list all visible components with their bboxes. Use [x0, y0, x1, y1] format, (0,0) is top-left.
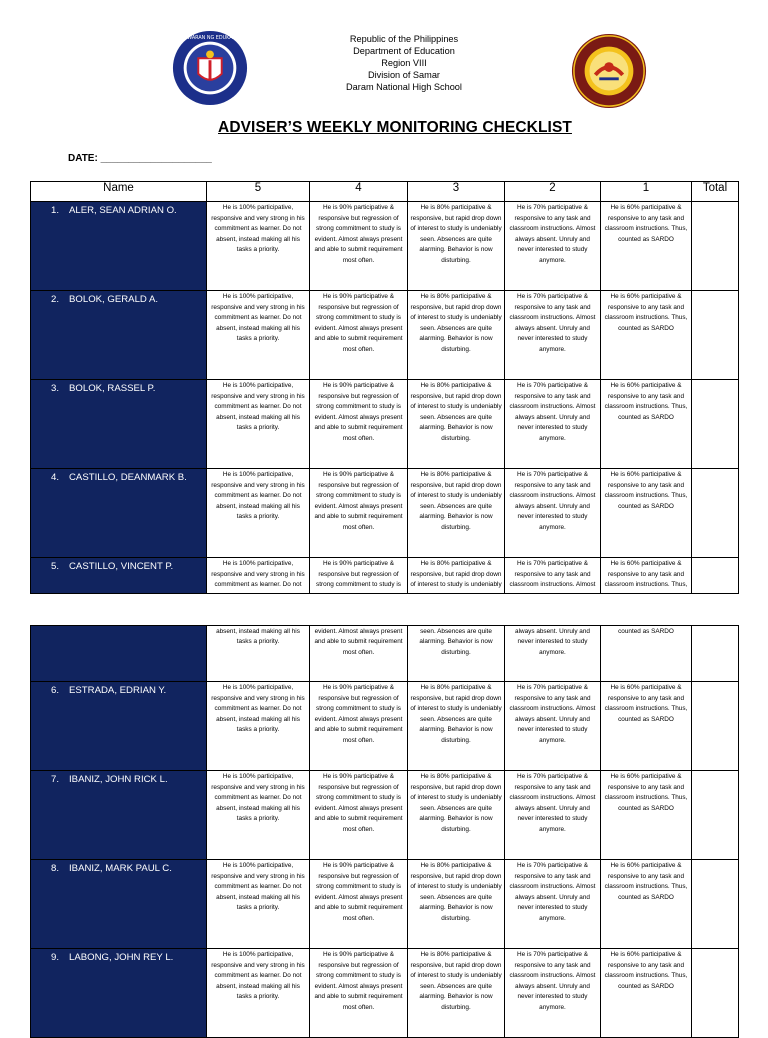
rating-3-cell[interactable] [408, 771, 505, 860]
student-name-cell [31, 469, 207, 558]
total-cell[interactable] [692, 949, 739, 1038]
table-header-row [31, 182, 739, 202]
rating-3-description: He is 80% participative & responsive, but rapid drop down of interest to study is undeniably seen. Absences are quite alarming. Behavior is now disturbing. [410, 684, 502, 744]
rating-2-description: He is 70% participative & responsive to any task and classroom instructions. Almost always absent. Unruly and never interested to study anymore. [509, 382, 596, 442]
rating-4-description: He is 90% participative & responsive but regression of strong commitment to study is evident. Almost always present and able to submit requirement most often. [314, 382, 403, 442]
total-cell[interactable] [692, 469, 739, 558]
column-header-5: 5 [207, 182, 310, 202]
rating-3-cell[interactable] [408, 469, 505, 558]
rating-5-cell[interactable] [207, 291, 310, 380]
rating-3-cell[interactable] [408, 860, 505, 949]
rating-4-description: He is 90% participative & responsive but regression of strong commitment to study is evident. Almost always present and able to submit requirement most often. [314, 773, 403, 833]
rating-3-cell[interactable] [408, 291, 505, 380]
checklist-table-page-2 [30, 625, 739, 1038]
table-row [31, 626, 739, 682]
total-cell[interactable] [692, 380, 739, 469]
rating-3-description: seen. Absences are quite alarming. Behavior is now disturbing. [419, 627, 493, 656]
total-cell[interactable] [692, 626, 739, 682]
rating-3-cell[interactable] [408, 202, 505, 291]
rating-5-description: He is 100% participative, responsive and very strong in his commitment as learner. Do not absent, instead making all his tasks a priority. [211, 684, 305, 734]
rating-3-description: He is 80% participative & responsive, but rapid drop down of interest to study is undeniably seen. Absences are quite alarming. Behavior is now disturbing. [410, 951, 502, 1011]
column-header-name: Name [31, 182, 207, 202]
deped-seal-logo [171, 29, 249, 107]
student-number: 6. [51, 685, 60, 696]
student-number: 7. [51, 774, 60, 785]
rating-1-cell[interactable] [601, 469, 692, 558]
rating-3-cell[interactable] [408, 682, 505, 771]
student-number: 5. [51, 561, 60, 572]
rating-5-cell[interactable] [207, 380, 310, 469]
checklist-table-page-1 [30, 181, 739, 594]
rating-1-cell[interactable] [601, 860, 692, 949]
table-row [31, 771, 739, 860]
rating-1-cell[interactable] [601, 771, 692, 860]
rating-1-cell[interactable] [601, 558, 692, 594]
rating-1-cell[interactable] [601, 682, 692, 771]
rating-5-cell[interactable] [207, 771, 310, 860]
student-name-cell [31, 771, 207, 860]
rating-1-cell[interactable] [601, 202, 692, 291]
rating-2-cell[interactable] [505, 291, 601, 380]
rating-4-description: He is 90% participative & responsive but regression of strong commitment to study is evident. Almost always present and able to submit requirement most often. [314, 471, 403, 531]
rating-2-description: He is 70% participative & responsive to any task and classroom instructions. Almost always absent. Unruly and never interested to study anymore. [509, 862, 596, 922]
total-cell[interactable] [692, 682, 739, 771]
letterhead-line-region: Region VIII [381, 58, 427, 68]
total-cell[interactable] [692, 771, 739, 860]
rating-5-description: He is 100% participative, responsive and very strong in his commitment as learner. Do not absent, instead making all his tasks a priority. [211, 471, 305, 521]
table-row [31, 558, 739, 594]
rating-4-cell[interactable] [310, 380, 408, 469]
rating-5-description: absent, instead making all his tasks a priority. [216, 627, 300, 646]
rating-1-cell[interactable] [601, 626, 692, 682]
column-header-total: Total [692, 182, 739, 202]
rating-5-description: He is 100% participative, responsive and very strong in his commitment as learner. Do not absent, instead making all his tasks a priority. [211, 382, 305, 432]
student-name: IBANIZ, MARK PAUL C. [69, 863, 172, 874]
letterhead-line-republic: Republic of the Philippines [349, 34, 459, 44]
table-row [31, 682, 739, 771]
rating-4-cell[interactable] [310, 771, 408, 860]
rating-3-description: He is 80% participative & responsive, but rapid drop down of interest to study is undeniably seen. Absences are quite alarming. Behavior is now disturbing. [410, 382, 502, 442]
rating-5-description: He is 100% participative, responsive and very strong in his commitment as learner. Do not absent, instead making all his tasks a priority. [211, 204, 305, 254]
rating-1-description: He is 60% participative & responsive to any task and classroom instructions. Thus, counted as SARDO [604, 293, 688, 332]
rating-3-description: He is 80% participative & responsive, but rapid drop down of interest to study is undeniably [410, 560, 502, 589]
rating-3-cell[interactable] [408, 949, 505, 1038]
student-name: BOLOK, GERALD A. [69, 294, 159, 305]
student-name: BOLOK, RASSEL P. [69, 383, 156, 394]
table-row [31, 469, 739, 558]
rating-5-cell[interactable] [207, 949, 310, 1038]
rating-1-description: He is 60% participative & responsive to any task and classroom instructions. Thus, counted as SARDO [604, 684, 688, 723]
column-header-1: 1 [601, 182, 692, 202]
table-row [31, 949, 739, 1038]
rating-5-description: He is 100% participative, responsive and very strong in his commitment as learner. Do not absent, instead making all his tasks a priority. [211, 951, 305, 1001]
rating-3-cell[interactable] [408, 626, 505, 682]
rating-4-description: evident. Almost always present and able to submit requirement most often. [314, 627, 403, 656]
rating-1-cell[interactable] [601, 380, 692, 469]
student-name: IBANIZ, JOHN RICK L. [69, 774, 168, 785]
rating-2-cell[interactable] [505, 949, 601, 1038]
student-name-cell [31, 291, 207, 380]
rating-4-cell[interactable] [310, 558, 408, 594]
division-of-samar-seal-logo [570, 32, 648, 110]
student-name-cell [31, 682, 207, 771]
rating-5-cell[interactable] [207, 202, 310, 291]
rating-2-cell[interactable] [505, 202, 601, 291]
rating-3-description: He is 80% participative & responsive, but rapid drop down of interest to study is undeniably seen. Absences are quite alarming. Behavior is now disturbing. [410, 204, 502, 264]
rating-4-cell[interactable] [310, 202, 408, 291]
rating-3-description: He is 80% participative & responsive, but rapid drop down of interest to study is undeniably seen. Absences are quite alarming. Behavior is now disturbing. [410, 862, 502, 922]
rating-5-description: He is 100% participative, responsive and very strong in his commitment as learner. Do not absent, instead making all his tasks a priority. [211, 773, 305, 823]
student-name: LABONG, JOHN REY L. [69, 952, 174, 963]
rating-4-cell[interactable] [310, 949, 408, 1038]
student-name-cell [31, 626, 207, 682]
rating-3-description: He is 80% participative & responsive, but rapid drop down of interest to study is undeniably seen. Absences are quite alarming. Behavior is now disturbing. [410, 773, 502, 833]
student-name-cell [31, 860, 207, 949]
rating-5-description: He is 100% participative, responsive and very strong in his commitment as learner. Do not absent, instead making all his tasks a priority. [211, 862, 305, 912]
column-header-4: 4 [310, 182, 408, 202]
rating-2-description: He is 70% participative & responsive to any task and classroom instructions. Almost always absent. Unruly and never interested to study anymore. [509, 204, 596, 264]
table-row [31, 380, 739, 469]
total-cell[interactable] [692, 558, 739, 594]
student-name-cell [31, 949, 207, 1038]
rating-1-cell[interactable] [601, 291, 692, 380]
rating-4-cell[interactable] [310, 860, 408, 949]
column-header-2: 2 [505, 182, 601, 202]
rating-1-description: He is 60% participative & responsive to any task and classroom instructions. Thus, counted as SARDO [604, 382, 688, 421]
rating-4-description: He is 90% participative & responsive but regression of strong commitment to study is evident. Almost always present and able to submit requirement most often. [314, 293, 403, 353]
letterhead-line-division: Division of Samar [368, 70, 440, 80]
rating-5-cell[interactable] [207, 626, 310, 682]
rating-2-description: always absent. Unruly and never interested to study anymore. [515, 627, 590, 656]
rating-2-description: He is 70% participative & responsive to any task and classroom instructions. Almost always absent. Unruly and never interested to study anymore. [509, 293, 596, 353]
rating-1-description: He is 60% participative & responsive to any task and classroom instructions. Thus, counted as SARDO [604, 471, 688, 510]
rating-5-cell[interactable] [207, 469, 310, 558]
table-row [31, 291, 739, 380]
student-name: ESTRADA, EDRIAN Y. [69, 685, 167, 696]
student-name-cell [31, 202, 207, 291]
rating-2-cell[interactable] [505, 860, 601, 949]
rating-4-description: He is 90% participative & responsive but regression of strong commitment to study is evident. Almost always present and able to submit requirement most often. [314, 951, 403, 1011]
svg-text:KAGAWARAN NG EDUKASYON: KAGAWARAN NG EDUKASYON [174, 34, 246, 41]
student-number: 2. [51, 294, 60, 305]
rating-1-description: counted as SARDO [618, 627, 674, 635]
rating-1-description: He is 60% participative & responsive to any task and classroom instructions. Thus, counted as SARDO [604, 951, 688, 990]
rating-4-cell[interactable] [310, 626, 408, 682]
rating-5-cell[interactable] [207, 558, 310, 594]
student-name-cell [31, 380, 207, 469]
table-row [31, 202, 739, 291]
rating-1-cell[interactable] [601, 949, 692, 1038]
rating-2-cell[interactable] [505, 469, 601, 558]
total-cell[interactable] [692, 202, 739, 291]
rating-4-cell[interactable] [310, 469, 408, 558]
rating-3-description: He is 80% participative & responsive, but rapid drop down of interest to study is undeniably seen. Absences are quite alarming. Behavior is now disturbing. [410, 293, 502, 353]
rating-2-description: He is 70% participative & responsive to any task and classroom instructions. Almost always absent. Unruly and never interested to study anymore. [509, 684, 596, 744]
rating-2-cell[interactable] [505, 771, 601, 860]
rating-3-cell[interactable] [408, 558, 505, 594]
rating-5-description: He is 100% participative, responsive and very strong in his commitment as learner. Do not [211, 560, 305, 589]
rating-2-cell[interactable] [505, 682, 601, 771]
rating-4-cell[interactable] [310, 682, 408, 771]
rating-1-description: He is 60% participative & responsive to any task and classroom instructions. Thus, [604, 560, 688, 589]
student-number: 1. [51, 205, 60, 216]
rating-3-description: He is 80% participative & responsive, but rapid drop down of interest to study is undeniably seen. Absences are quite alarming. Behavior is now disturbing. [410, 471, 502, 531]
rating-4-description: He is 90% participative & responsive but regression of strong commitment to study is evident. Almost always present and able to submit requirement most often. [314, 684, 403, 744]
rating-4-description: He is 90% participative & responsive but regression of strong commitment to study is evident. Almost always present and able to submit requirement most often. [314, 862, 403, 922]
rating-2-cell[interactable] [505, 558, 601, 594]
student-name-cell [31, 558, 207, 594]
rating-2-description: He is 70% participative & responsive to any task and classroom instructions. Almost always absent. Unruly and never interested to study anymore. [509, 951, 596, 1011]
letterhead-line-department: Department of Education [353, 46, 455, 56]
student-number: 4. [51, 472, 60, 483]
total-cell[interactable] [692, 291, 739, 380]
letterhead [284, 33, 524, 93]
rating-4-description: He is 90% participative & responsive but regression of strong commitment to study is [316, 560, 401, 589]
student-number: 8. [51, 863, 60, 874]
rating-5-cell[interactable] [207, 682, 310, 771]
rating-4-description: He is 90% participative & responsive but regression of strong commitment to study is evident. Almost always present and able to submit requirement most often. [314, 204, 403, 264]
student-number: 3. [51, 383, 60, 394]
letterhead-line-school: Daram National High School [346, 82, 462, 92]
rating-2-description: He is 70% participative & responsive to any task and classroom instructions. Almost [509, 560, 596, 589]
rating-1-description: He is 60% participative & responsive to any task and classroom instructions. Thus, counted as SARDO [604, 204, 688, 243]
rating-3-cell[interactable] [408, 380, 505, 469]
rating-2-description: He is 70% participative & responsive to any task and classroom instructions. Almost always absent. Unruly and never interested to study anymore. [509, 773, 596, 833]
rating-2-cell[interactable] [505, 626, 601, 682]
student-name: ALER, SEAN ADRIAN O. [69, 205, 177, 216]
rating-5-description: He is 100% participative, responsive and very strong in his commitment as learner. Do not absent, instead making all his tasks a priority. [211, 293, 305, 343]
date-field[interactable]: DATE: ____________________ [68, 153, 212, 164]
table-row [31, 860, 739, 949]
column-header-3: 3 [408, 182, 505, 202]
rating-2-cell[interactable] [505, 380, 601, 469]
student-name: CASTILLO, VINCENT P. [69, 561, 174, 572]
document-title: ADVISER’S WEEKLY MONITORING CHECKLIST [218, 119, 572, 136]
student-name: CASTILLO, DEANMARK B. [69, 472, 187, 483]
rating-2-description: He is 70% participative & responsive to any task and classroom instructions. Almost always absent. Unruly and never interested to study anymore. [509, 471, 596, 531]
rating-5-cell[interactable] [207, 860, 310, 949]
rating-1-description: He is 60% participative & responsive to any task and classroom instructions. Thus, counted as SARDO [604, 773, 688, 812]
rating-1-description: He is 60% participative & responsive to any task and classroom instructions. Thus, counted as SARDO [604, 862, 688, 901]
student-number: 9. [51, 952, 60, 963]
rating-4-cell[interactable] [310, 291, 408, 380]
total-cell[interactable] [692, 860, 739, 949]
